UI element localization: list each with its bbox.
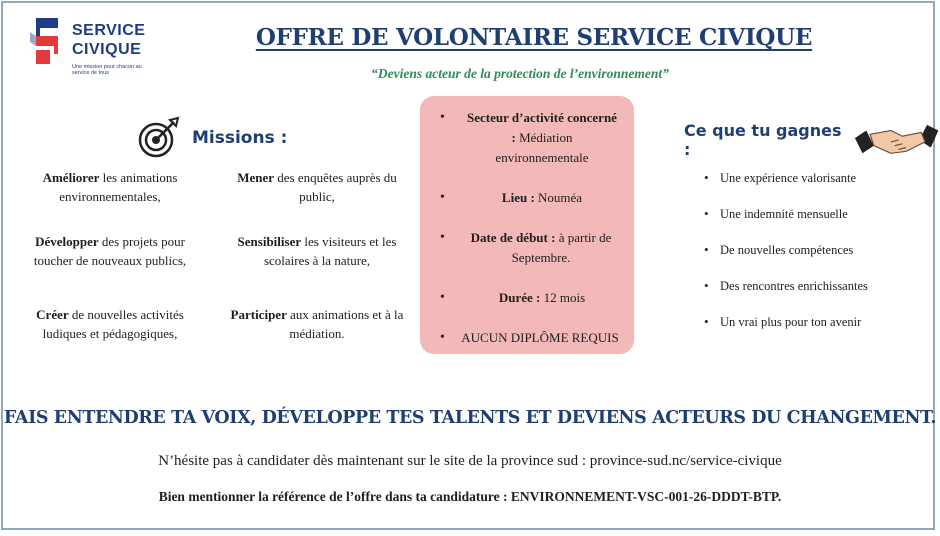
mission-item: [217, 232, 417, 270]
gains-heading: [684, 120, 940, 160]
offer-title: OFFRE DE VOLONTAIRE SERVICE CIVIQUE: [255, 24, 813, 51]
mission-text: les animations environnementales,: [59, 170, 178, 204]
logo-line1: SERVICE: [72, 22, 146, 39]
detail-place-value: Nouméa: [534, 190, 583, 205]
detail-duration: [420, 288, 634, 308]
gain-item: • Une expérience valorisante: [700, 171, 868, 207]
detail-start-label: Date de début :: [470, 230, 556, 245]
gains-heading-label: Ce que tu gagnes :: [684, 121, 842, 159]
call-to-action-banner: FAIS ENTENDRE TA VOIX, DÉVELOPPE TES TALENTS ET DEVIENS ACTEURS DU CHANGEMENT.: [3, 408, 937, 428]
detail-sector-label: Secteur d’activité concerné :: [467, 110, 617, 145]
service-civique-logo: [28, 14, 148, 84]
mission-item: [222, 305, 412, 343]
detail-duration-value: 12 mois: [540, 290, 586, 305]
bullet-icon: •: [440, 290, 445, 305]
gain-item: • Un vrai plus pour ton avenir: [700, 315, 868, 351]
offer-subtitle: “Deviens acteur de la protection de l’environnement”: [371, 66, 669, 81]
logo-line2: CIVIQUE: [72, 41, 142, 58]
mission-verb: Mener: [237, 170, 275, 185]
mission-verb: Améliorer: [42, 170, 100, 185]
detail-duration-label: Durée :: [498, 290, 541, 305]
bullet-icon: •: [440, 190, 445, 205]
logo-tagline: Une mission pour chacun au service de tous: [72, 64, 142, 76]
mission-verb: Participer: [230, 307, 287, 322]
mission-item: [15, 168, 205, 206]
detail-start-value: à partir de Septembre.: [511, 230, 612, 265]
bullet-icon: •: [440, 110, 445, 125]
mission-item: [15, 232, 205, 270]
mission-verb: Créer: [36, 307, 69, 322]
detail-sector: [420, 108, 634, 168]
detail-diploma: [420, 328, 634, 348]
apply-instructions: N’hésite pas à candidater dès maintenant sur le site de la province sud : province-sud.nc/service-civique: [158, 453, 782, 469]
mission-item: [222, 168, 412, 206]
mission-verb: Sensibiliser: [237, 234, 302, 249]
missions-heading: [136, 116, 287, 160]
logo-mark-icon: [28, 14, 66, 68]
detail-diploma-text: AUCUN DIPLÔME REQUIS: [461, 330, 619, 345]
offer-reference: Bien mentionner la référence de l’offre dans ta candidature : ENVIRONNEMENT-VSC-001-26-DDDT-BTP.: [158, 489, 782, 504]
detail-place-label: Lieu :: [501, 190, 535, 205]
mission-item: [15, 305, 205, 343]
mission-text: aux animations et à la médiation.: [286, 307, 404, 341]
gain-item: • De nouvelles compétences: [700, 243, 868, 279]
mission-verb: Développer: [35, 234, 99, 249]
missions-heading-label: Missions :: [192, 128, 288, 148]
details-box: [420, 96, 634, 354]
gain-item: • Des rencontres enrichissantes: [700, 279, 868, 315]
mission-text: des enquêtes auprès du public,: [274, 170, 397, 204]
bullet-icon: •: [440, 330, 445, 345]
handshake-icon: [853, 120, 940, 160]
gains-list: [700, 171, 868, 351]
detail-place: [420, 188, 634, 208]
mission-text: les visiteurs et les scolaires à la nature,: [263, 234, 397, 268]
target-icon: [136, 116, 182, 160]
detail-start: [420, 228, 634, 268]
mission-text: des projets pour toucher de nouveaux publics,: [33, 234, 187, 268]
gain-item: • Une indemnité mensuelle: [700, 207, 868, 243]
bullet-icon: •: [440, 230, 445, 245]
mission-text: de nouvelles activités ludiques et pédagogiques,: [42, 307, 184, 341]
detail-sector-value: Médiation environnementale: [495, 130, 589, 165]
